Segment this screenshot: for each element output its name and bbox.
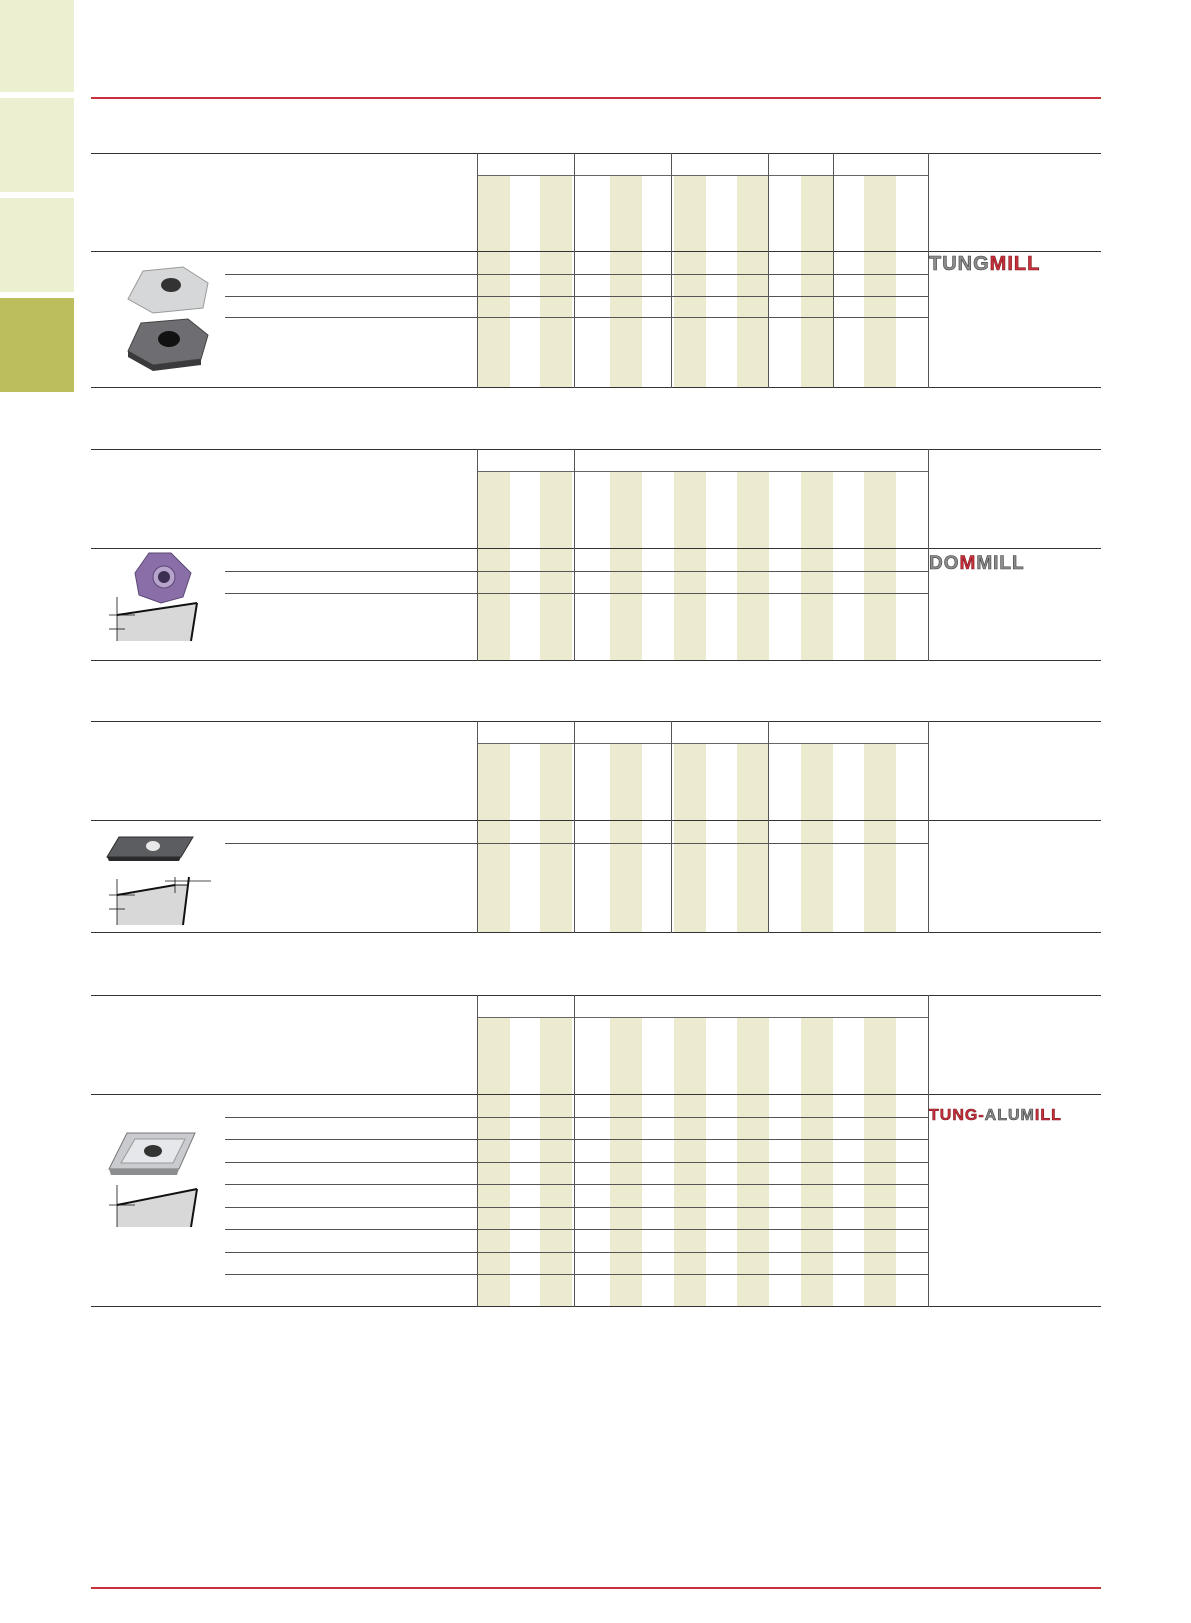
table-row-line xyxy=(225,571,928,572)
column-stripe xyxy=(674,175,706,388)
table-row-line xyxy=(225,1207,928,1208)
group-divider xyxy=(671,721,672,933)
table-row-line xyxy=(225,1229,928,1230)
column-stripe xyxy=(478,471,510,661)
group-subheader-line xyxy=(477,1017,928,1018)
column-divider xyxy=(928,995,929,1307)
table-bottom-line xyxy=(91,660,1101,661)
table-row-line xyxy=(225,1252,928,1253)
brand-tung-alumill: TUNG-ALUMILL xyxy=(929,1107,1062,1124)
table-top-line xyxy=(91,449,1101,450)
group-subheader-line xyxy=(477,471,928,472)
column-divider xyxy=(477,153,478,388)
top-rule xyxy=(91,97,1101,99)
table-section-4 xyxy=(91,995,1101,1307)
table-row-line xyxy=(225,274,928,275)
column-stripe xyxy=(674,471,706,661)
group-subheader-line xyxy=(477,175,928,176)
table-section-3 xyxy=(91,721,1101,933)
column-stripe xyxy=(610,175,642,388)
group-divider xyxy=(574,721,575,933)
column-stripe xyxy=(478,743,510,933)
brand-dommill: DOMMILL xyxy=(929,553,1025,574)
table-row-line xyxy=(225,1274,928,1275)
table-row-line xyxy=(225,1184,928,1185)
column-stripe xyxy=(540,175,572,388)
bottom-rule xyxy=(91,1587,1101,1589)
table-bottom-line xyxy=(91,1306,1101,1307)
column-stripe xyxy=(864,471,896,661)
column-divider xyxy=(477,995,478,1307)
column-stripe xyxy=(540,743,572,933)
table-top-line xyxy=(91,721,1101,722)
brand-tungmill: TUNGMILL xyxy=(929,253,1041,275)
group-divider xyxy=(768,153,769,388)
table-top-line xyxy=(91,153,1101,154)
column-stripe xyxy=(737,175,769,388)
group-divider xyxy=(574,995,575,1307)
group-divider xyxy=(574,153,575,388)
group-divider xyxy=(833,153,834,388)
column-stripe xyxy=(801,743,833,933)
table-section-1 xyxy=(91,153,1101,388)
table-header-line xyxy=(91,251,1101,252)
column-stripe xyxy=(737,743,769,933)
side-tab-2[interactable] xyxy=(0,98,74,192)
side-tab-1[interactable] xyxy=(0,0,74,92)
insert-alu-icon xyxy=(105,1129,200,1179)
table-row-line xyxy=(225,1139,928,1140)
column-stripe xyxy=(540,471,572,661)
edge-profile-diagram-icon xyxy=(105,1183,205,1233)
edge-profile-diagram-icon xyxy=(105,597,205,647)
column-stripe xyxy=(864,175,896,388)
column-divider xyxy=(477,449,478,661)
edge-profile-diagram-icon xyxy=(105,869,215,929)
group-divider xyxy=(671,153,672,388)
table-header-line xyxy=(91,548,1101,549)
table-bottom-line xyxy=(91,387,1101,388)
table-row-line xyxy=(225,1162,928,1163)
table-top-line xyxy=(91,995,1101,996)
table-row-line xyxy=(225,843,928,844)
insert-rhombic-icon xyxy=(105,833,195,863)
column-stripe xyxy=(801,175,833,388)
side-tab-3[interactable] xyxy=(0,198,74,292)
table-bottom-line xyxy=(91,932,1101,933)
column-stripe xyxy=(864,743,896,933)
column-stripe xyxy=(801,471,833,661)
column-divider xyxy=(477,721,478,933)
column-stripe xyxy=(610,743,642,933)
group-divider xyxy=(574,449,575,661)
table-header-line xyxy=(91,1094,1101,1095)
group-subheader-line xyxy=(477,743,928,744)
insert-hexagon-icon xyxy=(113,263,223,373)
table-row-line xyxy=(225,593,928,594)
column-stripe xyxy=(737,471,769,661)
group-divider xyxy=(768,721,769,933)
side-tab-4-active[interactable] xyxy=(0,298,74,392)
column-stripe xyxy=(674,743,706,933)
table-row-line xyxy=(225,296,928,297)
column-stripe xyxy=(610,471,642,661)
table-section-2 xyxy=(91,449,1101,661)
column-stripe xyxy=(478,175,510,388)
column-divider xyxy=(928,721,929,933)
table-row-line xyxy=(225,317,928,318)
table-header-line xyxy=(91,820,1101,821)
table-row-line xyxy=(225,1117,928,1118)
